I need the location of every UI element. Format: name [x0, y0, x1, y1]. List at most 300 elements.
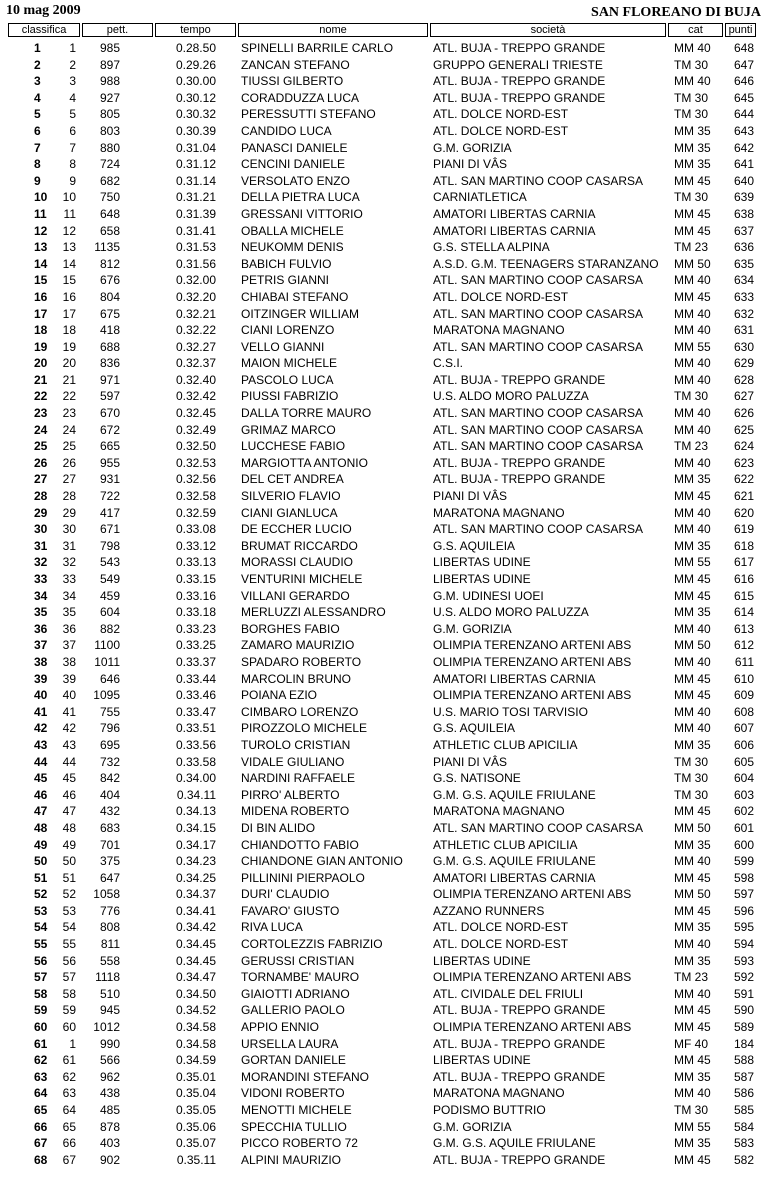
cell-classifica: 41	[34, 704, 48, 719]
cell-classifica: 34	[34, 588, 48, 603]
cell-punti: 640	[733, 173, 754, 188]
table-row	[8, 123, 756, 140]
cell-class-cat: 42	[62, 721, 76, 736]
table-row	[8, 720, 756, 737]
cell-tempo: 0.32.42	[175, 389, 216, 404]
cell-punti: 600	[733, 837, 754, 852]
cell-tempo: 0.30.12	[175, 90, 216, 105]
cell-classifica: 21	[34, 372, 48, 387]
table-row	[8, 189, 756, 206]
cell-societa: ATL. DOLCE NORD-EST	[433, 937, 569, 952]
cell-punti: 603	[733, 787, 754, 802]
cell-punti: 633	[733, 289, 754, 304]
cell-cat: MM 40	[674, 986, 711, 1001]
cell-classifica: 26	[34, 455, 48, 470]
cell-class-cat: 18	[62, 323, 76, 338]
cell-nome: ZAMARO MAURIZIO	[241, 638, 355, 653]
cell-societa: ATL. SAN MARTINO COOP CASARSA	[433, 522, 644, 537]
cell-cat: MM 45	[674, 223, 711, 238]
col-header-cat: cat	[668, 23, 723, 37]
cell-punti: 622	[733, 472, 754, 487]
col-header-societa: società	[430, 23, 666, 37]
cell-pett: 798	[99, 538, 120, 553]
cell-tempo: 0.31.53	[175, 240, 216, 255]
cell-cat: TM 30	[674, 57, 709, 72]
cell-class-cat: 64	[62, 1103, 76, 1117]
cell-pett: 549	[99, 572, 120, 586]
cell-classifica: 1	[34, 41, 41, 55]
cell-cat: MM 35	[674, 1136, 711, 1151]
cell-pett: 688	[99, 339, 120, 354]
cell-cat: MM 45	[674, 206, 711, 221]
cell-pett: 417	[99, 505, 120, 520]
cell-tempo: 0.35.05	[175, 1103, 216, 1117]
cell-pett: 647	[99, 870, 120, 885]
cell-pett: 878	[99, 1119, 120, 1134]
table-row	[8, 969, 756, 986]
cell-tempo: 0.33.51	[175, 721, 216, 736]
table-row	[8, 256, 756, 273]
cell-classifica: 47	[34, 804, 48, 819]
cell-classifica: 31	[34, 538, 48, 553]
cell-pett: 676	[99, 273, 120, 288]
table-row	[8, 588, 756, 605]
cell-class-cat: 52	[62, 887, 76, 902]
cell-nome: VENTURINI MICHELE	[241, 572, 363, 586]
cell-pett: 695	[99, 737, 120, 752]
cell-pett: 985	[99, 41, 120, 55]
cell-class-cat: 27	[62, 472, 76, 487]
cell-nome: MARCOLIN BRUNO	[241, 671, 352, 686]
cell-nome: TORNAMBE' MAURO	[241, 970, 360, 985]
table-row	[8, 438, 756, 455]
cell-classifica: 2	[34, 57, 41, 72]
cell-nome: SPINELLI BARRILE CARLO	[241, 41, 394, 55]
cell-tempo: 0.33.37	[175, 654, 216, 669]
cell-societa: ATL. SAN MARTINO COOP CASARSA	[433, 439, 644, 454]
cell-nome: PICCO ROBERTO 72	[241, 1136, 358, 1151]
cell-societa: OLIMPIA TERENZANO ARTENI ABS	[433, 887, 632, 902]
table-row	[8, 1102, 756, 1119]
cell-societa: ATL. SAN MARTINO COOP CASARSA	[433, 820, 644, 835]
cell-classifica: 49	[34, 837, 48, 852]
cell-classifica: 8	[34, 157, 41, 172]
cell-pett: 880	[99, 140, 120, 155]
race-date: 10 mag 2009	[6, 3, 81, 18]
cell-classifica: 57	[34, 970, 48, 985]
cell-tempo: 0.34.52	[175, 1003, 216, 1018]
cell-tempo: 0.32.40	[175, 372, 216, 387]
cell-pett: 962	[99, 1069, 120, 1084]
table-row	[8, 1069, 756, 1086]
cell-class-cat: 35	[62, 605, 76, 620]
cell-societa: AMATORI LIBERTAS CARNIA	[433, 223, 596, 238]
cell-tempo: 0.34.13	[175, 804, 216, 819]
cell-pett: 510	[99, 986, 120, 1001]
cell-nome: VERSOLATO ENZO	[241, 173, 350, 188]
cell-cat: TM 30	[674, 787, 709, 802]
cell-cat: MM 55	[674, 1119, 711, 1134]
cell-pett: 1011	[94, 654, 120, 669]
cell-pett: 432	[99, 804, 120, 819]
cell-nome: CENCINI DANIELE	[241, 157, 346, 172]
cell-class-cat: 1	[69, 1036, 76, 1051]
cell-pett: 927	[99, 90, 120, 105]
cell-pett: 604	[99, 605, 120, 620]
cell-nome: GERUSSI CRISTIAN	[241, 953, 355, 968]
cell-nome: MENOTTI MICHELE	[241, 1103, 352, 1117]
cell-tempo: 0.33.47	[175, 704, 216, 719]
cell-tempo: 0.31.21	[175, 190, 216, 205]
cell-tempo: 0.32.27	[175, 339, 216, 354]
cell-nome: PIRRO' ALBERTO	[241, 787, 340, 802]
cell-pett: 646	[99, 671, 120, 686]
cell-classifica: 36	[34, 621, 48, 636]
cell-societa: G.M. G.S. AQUILE FRIULANE	[433, 787, 596, 802]
cell-classifica: 63	[34, 1069, 48, 1084]
cell-class-cat: 31	[62, 538, 76, 553]
cell-tempo: 0.34.45	[175, 953, 216, 968]
cell-pett: 808	[99, 920, 120, 935]
cell-nome: DI BIN ALIDO	[241, 820, 316, 835]
cell-tempo: 0.34.11	[176, 787, 216, 802]
table-row	[8, 1135, 756, 1152]
cell-cat: MM 45	[674, 1152, 711, 1167]
table-row	[8, 372, 756, 389]
cell-classifica: 58	[34, 986, 48, 1001]
cell-class-cat: 41	[62, 704, 76, 719]
table-row	[8, 936, 756, 953]
cell-societa: U.S. ALDO MORO PALUZZA	[433, 605, 589, 620]
cell-cat: MM 50	[674, 256, 711, 271]
cell-class-cat: 47	[62, 804, 76, 819]
cell-punti: 587	[733, 1069, 754, 1084]
cell-pett: 990	[99, 1036, 120, 1051]
cell-punti: 637	[733, 223, 754, 238]
table-row	[8, 57, 756, 74]
cell-punti: 611	[734, 654, 754, 669]
cell-pett: 683	[99, 820, 120, 835]
cell-pett: 755	[99, 704, 120, 719]
cell-class-cat: 66	[62, 1136, 76, 1151]
table-row	[8, 355, 756, 372]
cell-class-cat: 21	[62, 372, 76, 387]
cell-nome: VIDONI ROBERTO	[241, 1086, 345, 1101]
cell-cat: MM 35	[674, 953, 711, 968]
cell-cat: MM 40	[674, 522, 711, 537]
cell-nome: GORTAN DANIELE	[241, 1053, 346, 1068]
cell-punti: 609	[733, 688, 754, 703]
cell-classifica: 60	[34, 1020, 48, 1035]
cell-cat: TM 30	[674, 771, 709, 786]
cell-cat: TM 30	[674, 1103, 709, 1117]
table-header	[8, 23, 756, 37]
cell-pett: 404	[99, 787, 120, 802]
cell-tempo: 0.35.11	[176, 1152, 216, 1167]
cell-nome: DURI' CLAUDIO	[241, 887, 330, 902]
cell-pett: 811	[100, 937, 120, 952]
cell-class-cat: 28	[62, 489, 76, 504]
cell-cat: MM 35	[674, 123, 711, 138]
table-row	[8, 505, 756, 522]
col-header-punti: punti	[725, 23, 756, 37]
cell-societa: G.M. UDINESI UOEI	[433, 588, 544, 603]
cell-classifica: 10	[34, 190, 48, 205]
cell-cat: MM 45	[674, 572, 711, 586]
cell-societa: ATL. BUJA - TREPPO GRANDE	[433, 1036, 606, 1051]
cell-punti: 610	[733, 671, 754, 686]
table-row	[8, 953, 756, 970]
cell-punti: 588	[733, 1053, 754, 1068]
cell-tempo: 0.34.37	[175, 887, 216, 902]
table-row	[8, 554, 756, 571]
table-row	[8, 754, 756, 771]
cell-pett: 805	[99, 107, 120, 122]
cell-classifica: 53	[34, 903, 48, 918]
cell-punti: 613	[733, 621, 754, 636]
cell-nome: PERESSUTTI STEFANO	[241, 107, 376, 122]
cell-pett: 931	[99, 472, 120, 487]
cell-societa: LIBERTAS UDINE	[433, 572, 531, 586]
cell-class-cat: 29	[62, 505, 76, 520]
cell-punti: 621	[733, 489, 754, 504]
cell-tempo: 0.33.15	[175, 572, 216, 586]
cell-classifica: 59	[34, 1003, 48, 1018]
cell-class-cat: 49	[62, 837, 76, 852]
cell-societa: MARATONA MAGNANO	[433, 323, 565, 338]
cell-societa: OLIMPIA TERENZANO ARTENI ABS	[433, 1020, 632, 1035]
cell-nome: PIUSSI FABRIZIO	[241, 389, 339, 404]
cell-classifica: 40	[34, 688, 48, 703]
table-row	[8, 1152, 756, 1169]
cell-pett: 1058	[93, 887, 120, 902]
cell-pett: 403	[99, 1136, 120, 1151]
cell-nome: MORANDINI STEFANO	[241, 1069, 370, 1084]
cell-cat: MM 40	[674, 41, 711, 55]
cell-cat: MM 35	[674, 920, 711, 935]
table-row	[8, 671, 756, 688]
cell-societa: ATL. SAN MARTINO COOP CASARSA	[433, 273, 644, 288]
cell-class-cat: 60	[62, 1020, 76, 1035]
cell-punti: 594	[733, 937, 754, 952]
cell-nome: CHIANDONE GIAN ANTONIO	[241, 854, 403, 869]
cell-pett: 543	[99, 555, 120, 570]
cell-societa: CARNIATLETICA	[433, 190, 527, 205]
cell-punti: 618	[733, 538, 754, 553]
cell-punti: 647	[733, 57, 754, 72]
cell-pett: 671	[99, 522, 120, 537]
table-row	[8, 422, 756, 439]
cell-tempo: 0.30.32	[175, 107, 216, 122]
cell-pett: 842	[99, 771, 120, 786]
cell-class-cat: 26	[62, 455, 76, 470]
cell-class-cat: 6	[69, 123, 76, 138]
cell-tempo: 0.34.58	[175, 1036, 216, 1051]
cell-class-cat: 36	[62, 621, 76, 636]
cell-nome: NARDINI RAFFAELE	[241, 771, 356, 786]
cell-pett: 882	[99, 621, 120, 636]
cell-classifica: 29	[34, 505, 48, 520]
cell-punti: 646	[733, 74, 754, 89]
cell-classifica: 33	[34, 572, 48, 586]
cell-class-cat: 57	[62, 970, 76, 985]
cell-societa: G.S. NATISONE	[433, 771, 521, 786]
cell-class-cat: 17	[62, 306, 76, 321]
cell-classifica: 38	[34, 654, 48, 669]
cell-classifica: 15	[34, 273, 48, 288]
cell-societa: GRUPPO GENERALI TRIESTE	[433, 57, 603, 72]
cell-nome: BABICH FULVIO	[241, 256, 332, 271]
cell-pett: 796	[99, 721, 120, 736]
cell-punti: 634	[733, 273, 754, 288]
cell-societa: ATL. BUJA - TREPPO GRANDE	[433, 1152, 606, 1167]
cell-classifica: 4	[34, 90, 41, 105]
cell-punti: 624	[733, 439, 754, 454]
cell-classifica: 46	[34, 787, 48, 802]
cell-punti: 184	[733, 1036, 754, 1051]
cell-nome: SPADARO ROBERTO	[241, 654, 362, 669]
cell-punti: 626	[733, 406, 754, 421]
table-row	[8, 1036, 756, 1053]
page-header	[6, 3, 761, 21]
cell-tempo: 0.34.25	[175, 870, 216, 885]
cell-punti: 615	[733, 588, 754, 603]
cell-societa: MARATONA MAGNANO	[433, 505, 565, 520]
cell-punti: 599	[733, 854, 754, 869]
cell-punti: 597	[733, 887, 754, 902]
table-row	[8, 986, 756, 1003]
cell-classifica: 54	[34, 920, 48, 935]
cell-tempo: 0.31.56	[175, 256, 216, 271]
cell-pett: 701	[99, 837, 120, 852]
cell-tempo: 0.33.08	[175, 522, 216, 537]
cell-classifica: 35	[34, 605, 48, 620]
cell-pett: 1095	[93, 688, 120, 703]
cell-class-cat: 62	[62, 1069, 76, 1084]
table-row	[8, 870, 756, 887]
cell-punti: 643	[733, 123, 754, 138]
cell-class-cat: 19	[62, 339, 76, 354]
cell-nome: CIANI GIANLUCA	[241, 505, 338, 520]
cell-nome: MERLUZZI ALESSANDRO	[241, 605, 386, 620]
cell-pett: 803	[99, 123, 120, 138]
cell-pett: 670	[99, 406, 120, 421]
cell-pett: 945	[99, 1003, 120, 1018]
cell-nome: TUROLO CRISTIAN	[241, 737, 351, 752]
cell-pett: 732	[99, 754, 120, 769]
cell-cat: MM 35	[674, 538, 711, 553]
cell-societa: LIBERTAS UDINE	[433, 1053, 531, 1068]
cell-nome: VELLO GIANNI	[241, 339, 325, 354]
cell-societa: U.S. ALDO MORO PALUZZA	[433, 389, 589, 404]
cell-pett: 971	[99, 372, 120, 387]
cell-cat: MM 40	[674, 356, 711, 371]
cell-class-cat: 12	[62, 223, 76, 238]
table-body	[8, 40, 756, 1168]
cell-classifica: 52	[34, 887, 48, 902]
cell-class-cat: 40	[62, 688, 76, 703]
cell-classifica: 27	[34, 472, 48, 487]
cell-class-cat: 10	[62, 190, 76, 205]
cell-class-cat: 55	[62, 937, 76, 952]
cell-class-cat: 34	[62, 588, 76, 603]
cell-tempo: 0.33.18	[175, 605, 216, 620]
cell-nome: CIMBARO LORENZO	[241, 704, 359, 719]
table-row	[8, 405, 756, 422]
cell-class-cat: 32	[62, 555, 76, 570]
table-row	[8, 173, 756, 190]
cell-nome: CHIANDOTTO FABIO	[241, 837, 359, 852]
cell-societa: ATL. BUJA - TREPPO GRANDE	[433, 90, 606, 105]
cell-cat: MM 45	[674, 588, 711, 603]
cell-classifica: 56	[34, 953, 48, 968]
cell-societa: PIANI DI VÂS	[433, 754, 508, 769]
cell-tempo: 0.34.15	[175, 820, 216, 835]
cell-pett: 597	[99, 389, 120, 404]
cell-punti: 641	[733, 157, 754, 172]
cell-societa: ATL. DOLCE NORD-EST	[433, 289, 569, 304]
cell-class-cat: 67	[62, 1152, 76, 1167]
cell-classifica: 13	[34, 240, 48, 255]
cell-punti: 617	[733, 555, 754, 570]
cell-nome: TIUSSI GILBERTO	[241, 74, 344, 89]
results-table	[8, 23, 756, 1168]
cell-punti: 627	[733, 389, 754, 404]
table-row	[8, 322, 756, 339]
cell-nome: APPIO ENNIO	[241, 1020, 320, 1035]
cell-class-cat: 16	[62, 289, 76, 304]
cell-cat: MM 40	[674, 721, 711, 736]
cell-class-cat: 59	[62, 1003, 76, 1018]
cell-punti: 604	[733, 771, 754, 786]
cell-tempo: 0.32.53	[175, 455, 216, 470]
cell-societa: MARATONA MAGNANO	[433, 804, 565, 819]
cell-punti: 586	[733, 1086, 754, 1101]
cell-classifica: 9	[34, 173, 41, 188]
cell-nome: MARGIOTTA ANTONIO	[241, 455, 368, 470]
cell-tempo: 0.32.21	[175, 306, 216, 321]
cell-tempo: 0.31.41	[175, 223, 216, 238]
cell-cat: MM 45	[674, 1003, 711, 1018]
cell-nome: URSELLA LAURA	[241, 1036, 339, 1051]
cell-punti: 590	[733, 1003, 754, 1018]
cell-tempo: 0.33.13	[175, 555, 216, 570]
cell-cat: MM 35	[674, 1069, 711, 1084]
cell-societa: ATL. BUJA - TREPPO GRANDE	[433, 455, 606, 470]
cell-class-cat: 1	[69, 41, 76, 55]
cell-cat: MF 40	[674, 1036, 709, 1051]
cell-cat: MM 45	[674, 870, 711, 885]
table-row	[8, 654, 756, 671]
cell-classifica: 45	[34, 771, 48, 786]
cell-punti: 616	[733, 572, 754, 586]
cell-pett: 836	[99, 356, 120, 371]
cell-class-cat: 4	[69, 90, 76, 105]
cell-tempo: 0.31.12	[175, 157, 216, 172]
cell-tempo: 0.30.00	[175, 74, 216, 89]
cell-cat: MM 45	[674, 289, 711, 304]
cell-nome: DEL CET ANDREA	[241, 472, 344, 487]
table-row	[8, 687, 756, 704]
table-row	[8, 787, 756, 804]
cell-class-cat: 45	[62, 771, 76, 786]
cell-class-cat: 14	[62, 256, 76, 271]
cell-punti: 607	[733, 721, 754, 736]
cell-classifica: 22	[34, 389, 48, 404]
cell-societa: ATL. SAN MARTINO COOP CASARSA	[433, 173, 644, 188]
cell-cat: MM 45	[674, 804, 711, 819]
cell-nome: NEUKOMM DENIS	[241, 240, 344, 255]
